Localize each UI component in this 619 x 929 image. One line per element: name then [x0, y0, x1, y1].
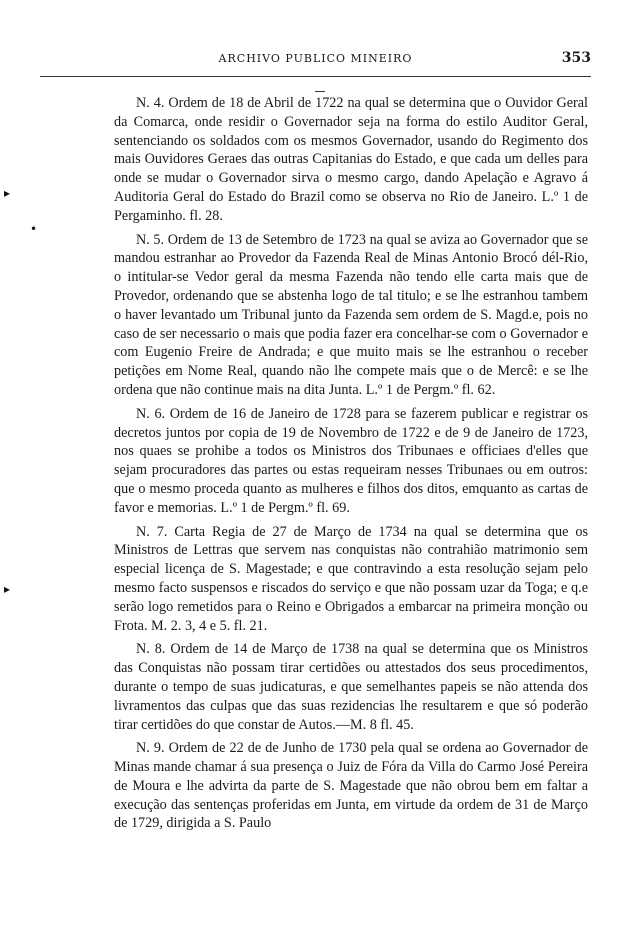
- header-rule: [40, 76, 591, 77]
- document-body: [114, 94, 588, 838]
- margin-arrow-icon: ▸: [4, 582, 11, 596]
- entry-paragraph: N. 7. Carta Regia de 27 de Março de 1734 na qual se determina que os Ministros de Lettras que servem nas conquistas não contrahião matrimonio sem especial licença de S. Magestade; e que contravindo a esta resolução sejam pelo mesmo facto suspensos e riscados do serviço e que não possam uzar da Toga; e q.e serão logo remetidos para o Reino e Obrigados a embarcar na primeira monção ou Frota. M. 2. 3, 4 e 5. fl. 21.: [114, 523, 588, 634]
- running-title: ARCHIVO PUBLICO MINEIRO: [218, 52, 413, 65]
- entry-paragraph: N. 9. Ordem de 22 de de Junho de 1730 pela qual se ordena ao Governador de Minas mande chamar á sua presença o Juiz de Fóra da Villa do Carmo José Pereira de Moura e lhe advirta da parte de S. Magestade que não obrou bem em faltar a execução das sentenças proferidas em Junta, em virtude da ordem de 31 de Março de 1729, dirigida a S. Paulo: [114, 740, 588, 832]
- header-dash: [315, 91, 325, 92]
- page-header: [40, 50, 591, 72]
- entry-paragraph: N. 5. Ordem de 13 de Setembro de 1723 na qual se aviza ao Governador que se mandou estranhar ao Provedor da Fazenda Real de Minas Antonio Brocó dél-Rio, o intitular-se Vedor geral da mesma Fazenda não tendo elle carta mais que de Provedor, ordenando que se abstenha logo de tal titulo; e se lhe estranhou tambem o haver levantado um Tribunal junto da Fazenda sem ordem de S. Magd.e, pois no caso de ser necessario o mais que podia fazer era concelhar-se com o Governador e com Eugenio Freire de Andrada; e que muito mais se lhe estranhou o receber petições em Nome Real, quando não lhe compete mais que o de Mercê: e se lhe ordena que não continue mais na dita Junta. L.º 1 de Pergm.º fl. 62.: [114, 231, 588, 398]
- margin-arrow-icon: ▸: [4, 186, 11, 200]
- page-number: 353: [561, 50, 591, 66]
- entry-paragraph: N. 4. Ordem de 18 de Abril de 1722 na qual se determina que o Ouvidor Geral da Comarca, onde residir o Governador seja na forma do estilo Auditor Geral, sentenciando os soldados com os mesmos Governador, usando do Regimento dos mais Ouvidores Geraes das outras Capitanias do Estado, e que cada um delles para onde se mudar o Governador sirva o mesmo cargo, dando Apelação e Agravo á Auditoria Geral do Estado do Brazil como se observa no Rio de Janeiro. L.º 1 de Pergaminho. fl. 28.: [114, 95, 588, 224]
- entry-paragraph: N. 8. Ordem de 14 de Março de 1738 na qual se determina que os Ministros das Conquistas não possam tirar certidões ou attestados dos seus procedimentos, durante o tempo de suas judicaturas, e que semelhantes papeis se não attenda dos livramentos das culpas que das suas rezidencias lhe resultarem e que só poderão tirar certidões do que constar de Autos.—M. 8 fl. 45.: [114, 641, 588, 733]
- entry-paragraph: N. 6. Ordem de 16 de Janeiro de 1728 para se fazerem publicar e registrar os decretos juntos por copia de 19 de Novembro de 1722 e de 9 de Janeiro de 1723, nos quaes se prohibe a todos os Ministros dos Tribunaes e officiaes d'elles que sejam procuradores das partes ou estas requeiram nesses Tribunaes ou em outros: que o mesmo proceda quanto as mulheres e filhos dos ditos, emquanto as cartas de favor e memorias. L.º 1 de Pergm.º fl. 69.: [114, 405, 588, 516]
- margin-dot-icon: •: [30, 222, 38, 236]
